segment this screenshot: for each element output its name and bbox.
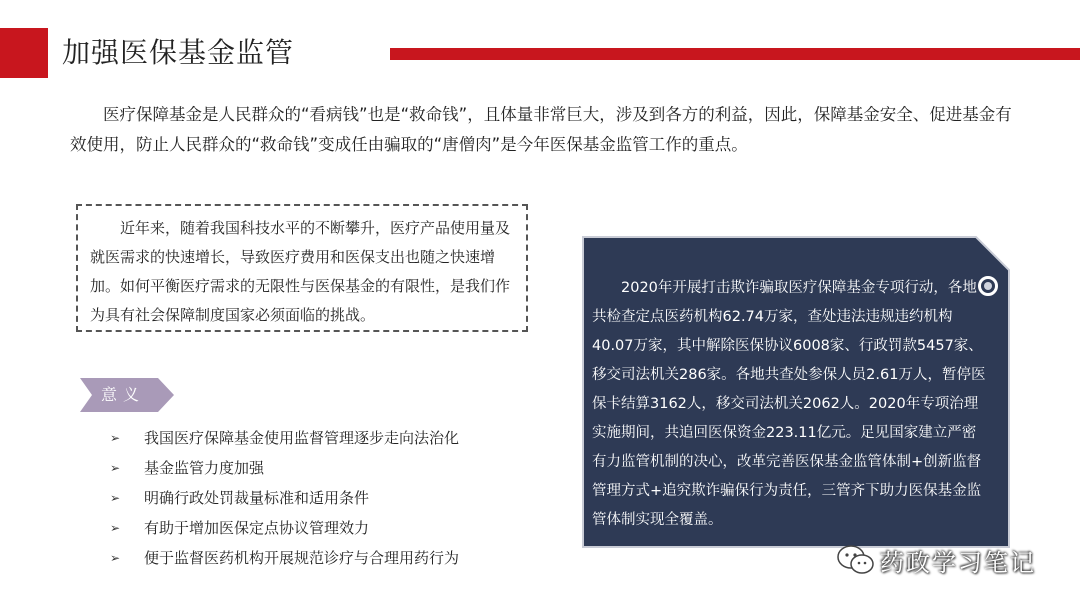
statistics-text: 2020年开展打击欺诈骗取医疗保障基金专项行动，各地共检查定点医药机构62.74万家，查处违法违规违约机构40.07万家，其中解除医保协议6008家、行政罚款5457家、移交司法机关286家。各地共查处参保人员2.61万人，暂停医保卡结算3162人，移交司法机关2062人。2020年专项治理实施期间，共追回医保资金223.11亿元。足见国家建立严密有力监管机制的决心，改革完善医保基金监管体制+创新监督管理方式+追究欺诈骗保行为责任，三管齐下助力医保基金监管体制实现全覆盖。 — [592, 280, 986, 528]
significance-tag-label: 意义 — [100, 385, 145, 404]
bullet-arrow-icon: ➢ — [110, 551, 121, 565]
list-item — [110, 513, 459, 543]
list-item-text: 基金监管力度加强 — [144, 459, 265, 477]
bullet-arrow-icon: ➢ — [110, 431, 121, 445]
significance-tag — [80, 378, 174, 412]
list-item — [110, 543, 459, 573]
statistics-card — [582, 236, 1010, 548]
background-note-box — [76, 204, 528, 332]
list-item-text: 有助于增加医保定点协议管理效力 — [144, 519, 370, 537]
bullet-arrow-icon: ➢ — [110, 521, 121, 535]
list-item — [110, 423, 459, 453]
page-title: 加强医保基金监管 — [62, 36, 295, 69]
list-item-text: 我国医疗保障基金使用监督管理逐步走向法治化 — [144, 429, 460, 447]
title-rule — [390, 48, 1080, 60]
list-item-text: 明确行政处罚裁量标准和适用条件 — [144, 489, 370, 507]
list-item — [110, 453, 459, 483]
intro-paragraph: 医疗保障基金是人民群众的“看病钱”也是“救命钱”，且体量非常巨大，涉及到各方的利益，因此，保障基金安全、促进基金有效使用，防止人民群众的“救命钱”变成任由骗取的“唐僧肉”是今年医保基金监管工作的重点。 — [70, 105, 1012, 154]
background-note-text: 近年来，随着我国科技水平的不断攀升，医疗产品使用量及就医需求的快速增长，导致医疗费用和医保支出也随之快速增加。如何平衡医疗需求的无限性与医保基金的有限性，是我们作为具有社会保障制度国家必须面临的挑战。 — [90, 219, 511, 324]
watermark — [836, 540, 1036, 580]
list-item-text: 便于监督医药机构开展规范诊疗与合理用药行为 — [144, 549, 460, 567]
watermark-text: 药政学习笔记 — [880, 548, 1036, 577]
list-item — [110, 483, 459, 513]
wechat-icon — [836, 543, 876, 577]
significance-list — [110, 423, 459, 573]
bullet-arrow-icon: ➢ — [110, 461, 121, 475]
title-accent-block — [0, 28, 48, 78]
bullet-arrow-icon: ➢ — [110, 491, 121, 505]
